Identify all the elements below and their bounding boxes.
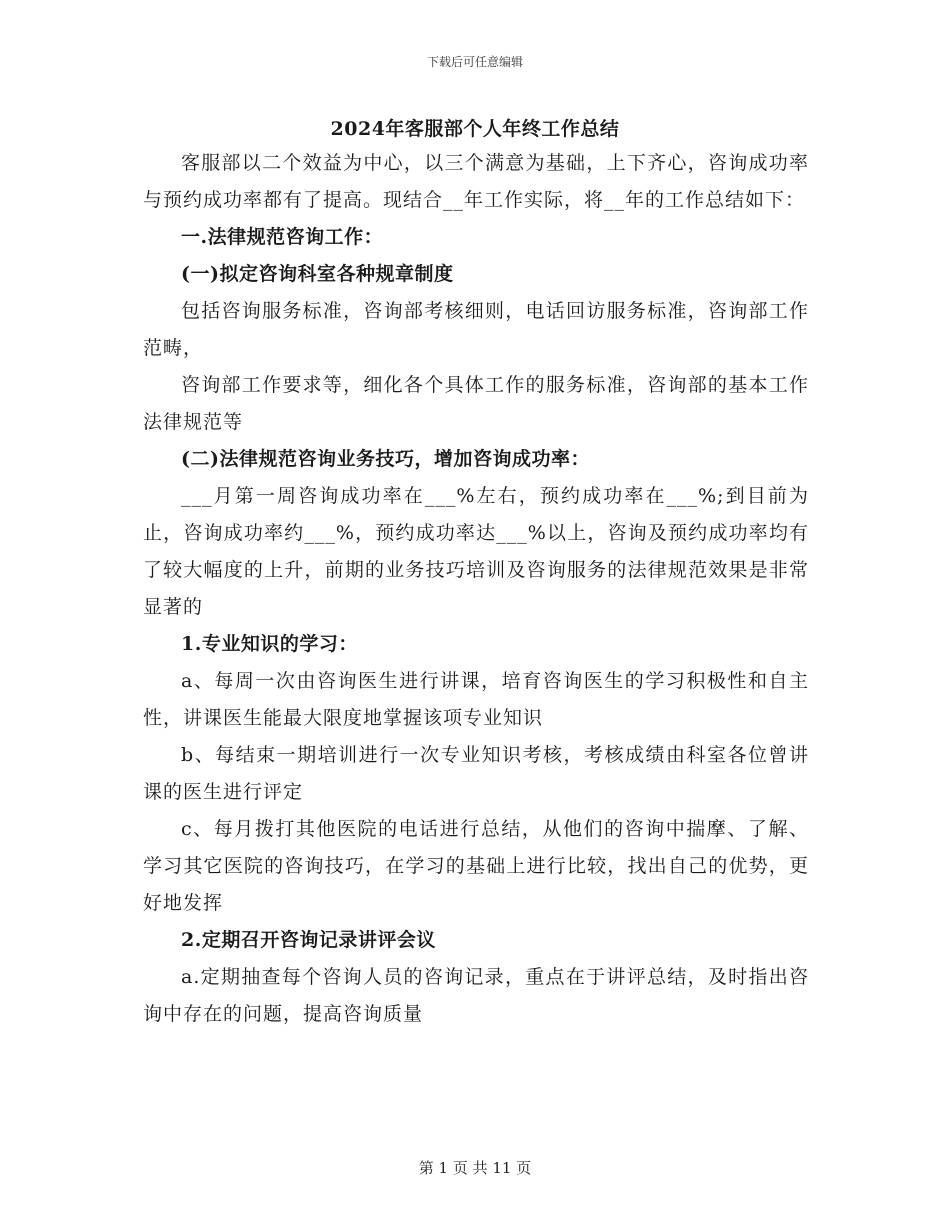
item-heading-1: 1.专业知识的学习： <box>181 633 358 655</box>
subsection-heading-2: (二)法律规范咨询业务技巧，增加咨询成功率： <box>181 448 590 470</box>
subsection-heading-1: (一)拟定咨询科室各种规章制度 <box>181 263 454 285</box>
paragraph-item-b: b、每结束一期培训进行一次专业知识考核，考核成绩由科室各位曾讲课的医生进行评定 <box>143 744 809 803</box>
paragraph-item-a: a、每周一次由咨询医生进行讲课，培育咨询医生的学习积极性和自主性，讲课医生能最大限度地掌握该项专业知识 <box>143 670 809 729</box>
intro-paragraph: 客服部以二个效益为中心，以三个满意为基础，上下齐心，咨询成功率与预约成功率都有了提高。现结合__年工作实际，将__年的工作总结如下： <box>143 152 809 211</box>
paragraph-success-rate: ___月第一周咨询成功率在___%左右，预约成功率在___%;到目前为止，咨询成功率约___%，预约成功率达___%以上，咨询及预约成功率均有了较大幅度的上升，前期的业务技巧培训及咨询服务的法律规范效果是非常显著的 <box>143 485 809 618</box>
document-body <box>143 145 809 1033</box>
page-number: 第 1 页 共 11 页 <box>418 1159 532 1177</box>
item-heading-2: 2.定期召开咨询记录讲评会议 <box>181 929 436 951</box>
paragraph-standards: 包括咨询服务标准，咨询部考核细则，电话回访服务标准，咨询部工作范畴， <box>143 300 809 359</box>
paragraph-requirements: 咨询部工作要求等，细化各个具体工作的服务标准，咨询部的基本工作法律规范等 <box>143 374 809 433</box>
section-heading-1: 一.法律规范咨询工作： <box>181 226 384 248</box>
page-header-note: 下载后可任意编辑 <box>426 55 523 69</box>
paragraph-review-a: a.定期抽查每个咨询人员的咨询记录，重点在于讲评总结，及时指出咨询中存在的问题，提高咨询质量 <box>143 966 809 1025</box>
document-title: 2024年客服部个人年终工作总结 <box>330 118 620 140</box>
paragraph-item-c: c、每月拨打其他医院的电话进行总结，从他们的咨询中揣摩、了解、学习其它医院的咨询技巧，在学习的基础上进行比较，找出自己的优势，更好地发挥 <box>143 818 809 914</box>
